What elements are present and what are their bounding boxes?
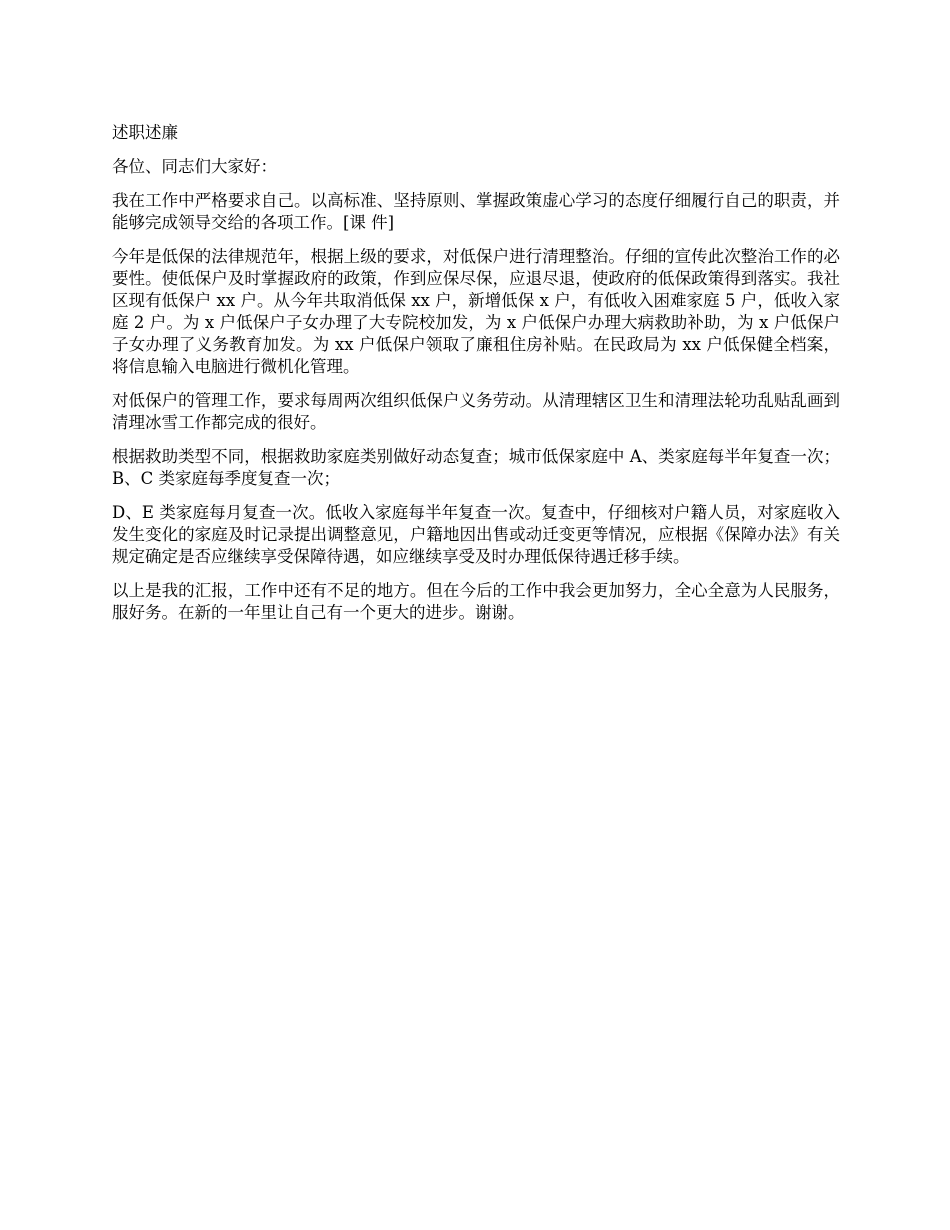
greeting: 各位、同志们大家好： <box>112 157 277 176</box>
paragraph-5: D、E 类家庭每月复查一次。低收入家庭每半年复查一次。复查中，仔细核对户籍人员，对家庭收入发生变化的家庭及时记录提出调整意见，户籍地因出售或动迁变更等情况，应根据《保障办法》有关规定确定是否应继续享受保障待遇，如应继续享受及时办理低保待遇迁移手续。 <box>112 503 840 566</box>
document-body <box>112 122 840 636</box>
paragraph-2: 今年是低保的法律规范年，根据上级的要求，对低保户进行清理整治。仔细的宣传此次整治工作的必要性。使低保户及时掌握政府的政策，作到应保尽保，应退尽退，使政府的低保政策得到落实。我社区现有低保户 xx 户。从今年共取消低保 xx 户，新增低保 x 户，有低收入困难家庭 5 户，低收入家庭 2 户。为 x 户低保户子女办理了大专院校加发，为 x 户低保户办理大病救助补助，为 x 户低保户子女办理了义务教育加发。为 xx 户低保户领取了廉租住房补贴。在民政局为 xx 户低保健全档案，将信息输入电脑进行微机化管理。 <box>112 247 840 376</box>
paragraph-6: 以上是我的汇报，工作中还有不足的地方。但在今后的工作中我会更加努力，全心全意为人民服务，服好务。在新的一年里让自己有一个更大的进步。谢谢。 <box>112 581 840 622</box>
document-title: 述职述廉 <box>112 123 178 142</box>
paragraph-4: 根据救助类型不同，根据救助家庭类别做好动态复查；城市低保家庭中 A、类家庭每半年复查一次；B、C 类家庭每季度复查一次； <box>112 447 840 488</box>
paragraph-1: 我在工作中严格要求自己。以高标准、坚持原则、掌握政策虚心学习的态度仔细履行自己的职责，并能够完成领导交给的各项工作。[课 件] <box>112 191 840 232</box>
paragraph-3: 对低保户的管理工作，要求每周两次组织低保户义务劳动。从清理辖区卫生和清理法轮功乱贴乱画到清理冰雪工作都完成的很好。 <box>112 391 840 432</box>
